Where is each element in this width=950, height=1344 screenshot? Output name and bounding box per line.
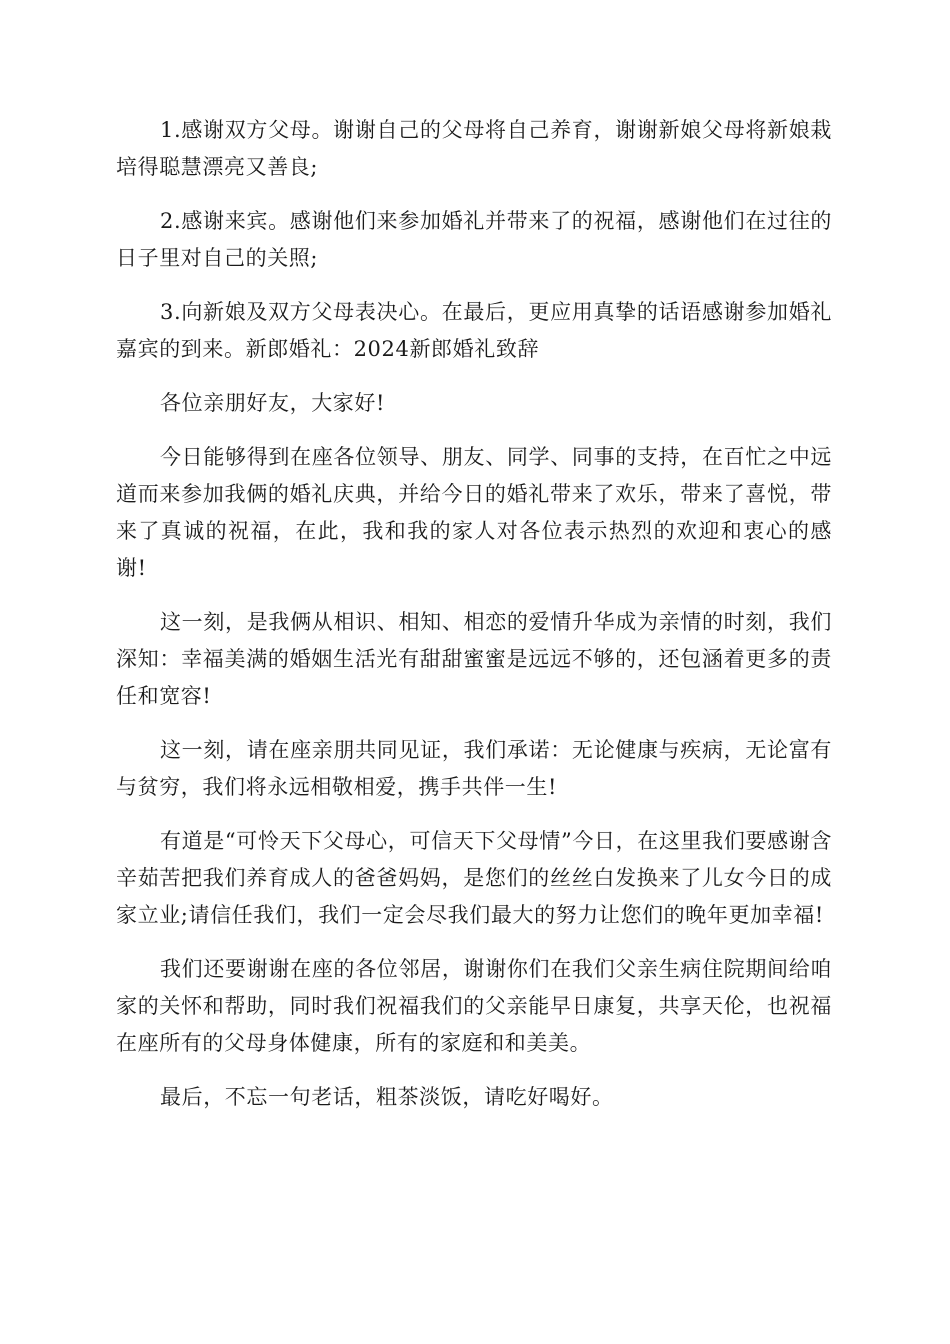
paragraph-resolution: 3.向新娘及双方父母表决心。在最后，更应用真挚的话语感谢参加婚礼嘉宾的到来。新郎婚礼：2024新郎婚礼致辞 [116,300,832,361]
paragraph-this-moment-vow: 这一刻，请在座亲朋共同见证，我们承诺：无论健康与疾病，无论富有与贫穷，我们将永远相敬相爱，携手共伴一生! [116,738,832,799]
paragraph-parents-gratitude: 有道是“可怜天下父母心，可信天下父母情”今日，在这里我们要感谢含辛茹苦把我们养育成人的爸爸妈妈，是您们的丝丝白发换来了儿女今日的成家立业;请信任我们，我们一定会尽我们最大的努力让您们的晚年更加幸福! [116,829,832,927]
document-body [116,112,832,1133]
paragraph-welcome: 今日能够得到在座各位领导、朋友、同学、同事的支持，在百忙之中远道而来参加我俩的婚礼庆典，并给今日的婚礼带来了欢乐，带来了喜悦，带来了真诚的祝福，在此，我和我的家人对各位表示热烈的欢迎和衷心的感谢! [116,445,832,580]
paragraph-thanks-parents: 1.感谢双方父母。谢谢自己的父母将自己养育，谢谢新娘父母将新娘栽培得聪慧漂亮又善良; [116,118,832,179]
paragraph-greeting: 各位亲朋好友，大家好! [160,391,386,415]
paragraph-closing: 最后，不忘一句老话，粗茶淡饭，请吃好喝好。 [160,1085,614,1109]
paragraph-neighbors-thanks: 我们还要谢谢在座的各位邻居，谢谢你们在我们父亲生病住院期间给咱家的关怀和帮助，同时我们祝福我们的父亲能早日康复，共享天伦，也祝福在座所有的父母身体健康，所有的家庭和和美美。 [116,957,832,1055]
paragraph-thanks-guests: 2.感谢来宾。感谢他们来参加婚礼并带来了的祝福，感谢他们在过往的日子里对自己的关照; [116,209,832,270]
paragraph-this-moment-love: 这一刻，是我俩从相识、相知、相恋的爱情升华成为亲情的时刻，我们深知：幸福美满的婚姻生活光有甜甜蜜蜜是远远不够的，还包涵着更多的责任和宽容! [116,610,832,708]
